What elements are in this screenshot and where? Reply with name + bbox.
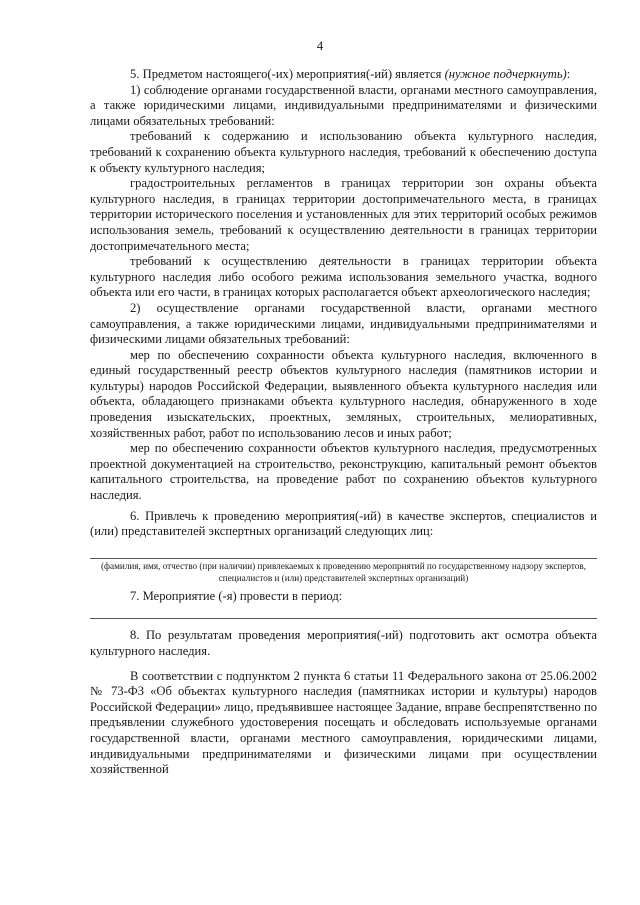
paragraph-1c: требований к осуществлению деятельности в границах территории объекта культурного наследия либо особого режима использования земельного участка, водного объекта или его части, в границах которых располагается объект археологического наследия; (90, 254, 597, 300)
item-7: 7. Мероприятие (-я) провести в период: (130, 588, 343, 603)
fill-in-line-2 (90, 604, 597, 619)
page-number: 4 (316, 38, 324, 53)
item-5 (90, 67, 597, 83)
paragraph-1: 1) соблюдение органами государственной власти, органами местного самоуправления, а также юридическими лицами, индивидуальными предпринимателями и физическими лицами обязательных требований: (90, 82, 597, 128)
final-paragraph: В соответствии с подпунктом 2 пункта 6 статьи 11 Федерального закона от 25.06.2002 № 73-ФЗ «Об объектах культурного наследия (памятниках истории и культуры) народов Российской Федерации» лицо, предъявившее настоящее Задание, вправе беспрепятственно по предъявлении служебного удостоверения посещать и обследовать используемые органами государственной власти, органами местного самоуправления, юридическими лицами, индивидуальными предпринимателями и физическими лицами при осуществлении хозяйственной (90, 668, 597, 777)
item-5-text: 5. Предметом настоящего(-их) мероприятия(-ий) является (130, 67, 445, 81)
paragraph-2: 2) осуществление органами государственной власти, органами местного самоуправления, а также юридическими лицами, индивидуальными предпринимателями и физическими лицами обязательных требований: (90, 300, 597, 347)
paragraph-2b: мер по обеспечению сохранности объектов культурного наследия, предусмотренных проектной документацией на строительство, реконструкцию, капитальный ремонт объектов капитального строительства, на проведение работ по сохранению объектов культурного наследия. (90, 441, 597, 503)
fill-in-line (90, 540, 597, 559)
item-8: 8. По результатам проведения мероприятия(-ий) подготовить акт осмотра объекта культурного наследия. (90, 628, 597, 658)
item-5-colon: : (566, 67, 571, 81)
paragraph-2a: мер по обеспечению сохранности объекта культурного наследия, включенного в единый государственный реестр объектов культурного наследия (памятников истории и культуры) народов Российской Федерации, выявленного объекта культурного наследия или объекта, обладающего признаками объекта культурного наследия, обнаруженного в ходе проведения изыскательских, проектных, земляных, строительных, мелиоративных, хозяйственных работ, работ по использованию лесов и иных работ; (90, 347, 597, 440)
paragraph-1a: требований к содержанию и использованию объекта культурного наследия, требований к сохранению объекта культурного наследия, требований к обеспечению доступа к объекту культурного наследия; (90, 129, 597, 175)
paragraph-1b: градостроительных регламентов в границах территории зон охраны объекта культурного наследия, в границах территории достопримечательного места, в границах территории исторического поселения и установленных для этих территорий особых режимов использования земель, требований к осуществлению деятельности в границах территории достопримечательного места; (90, 176, 597, 253)
document-body (90, 67, 597, 778)
item-6-note: (фамилия, имя, отчество (при наличии) привлекаемых к проведению мероприятий по государственному надзору экспертов, специалистов и (или) представителей экспертных организаций) (101, 560, 586, 583)
item-5-hint: (нужное подчеркнуть) (444, 67, 567, 81)
item-6: 6. Привлечь к проведению мероприятия(-ий) в качестве экспертов, специалистов и (или) представителей экспертных организаций следующих лиц: (90, 508, 597, 539)
